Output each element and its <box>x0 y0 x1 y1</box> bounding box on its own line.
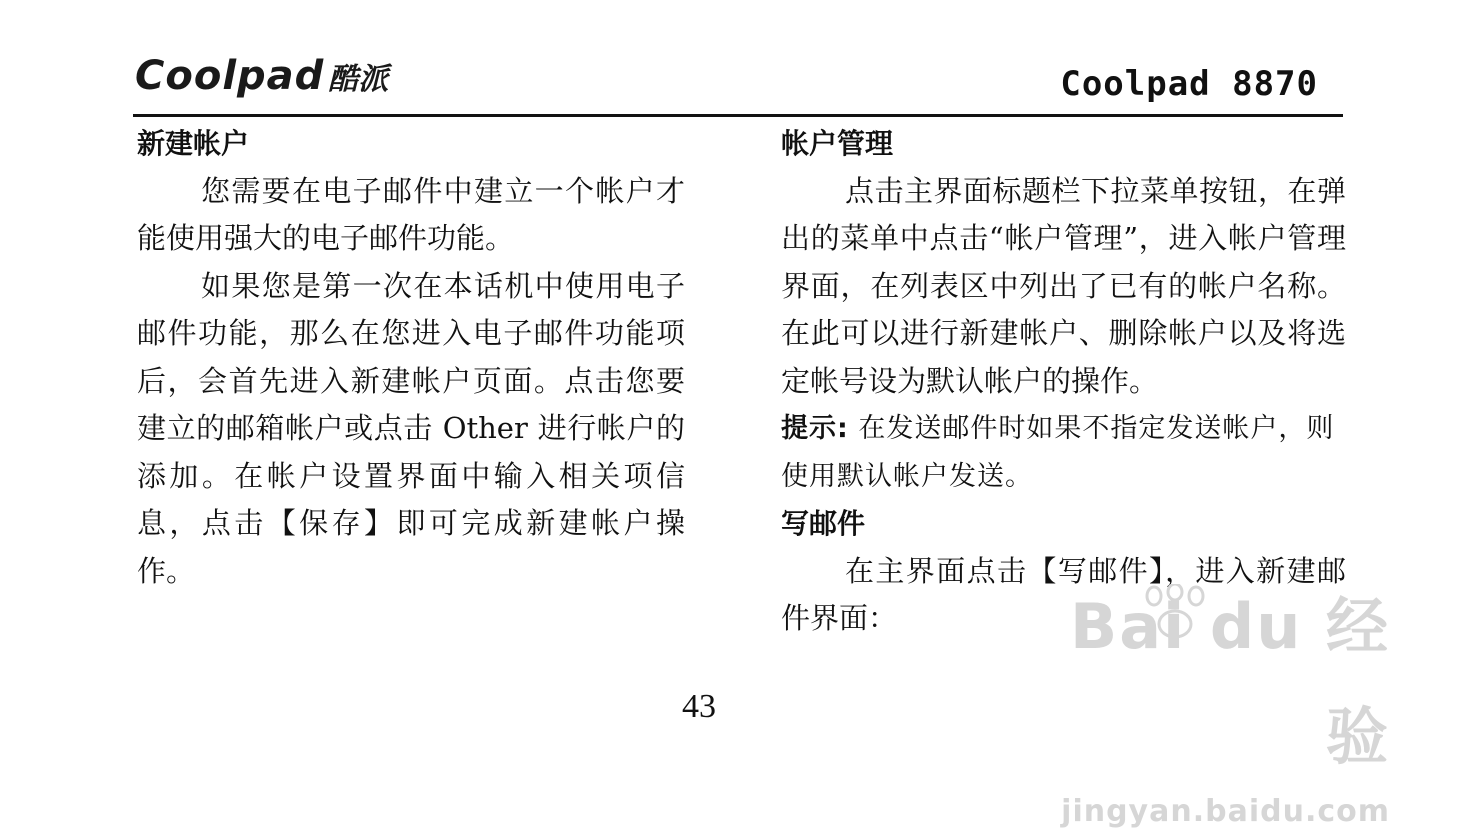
tip-text: 在发送邮件时如果不指定发送帐户，则使用默认帐户发送。 <box>781 413 1335 492</box>
brand-cn: 酷派 <box>328 62 389 97</box>
right-column <box>781 120 1346 643</box>
section-heading-new-account: 新建帐户 <box>137 127 250 160</box>
header-divider <box>133 114 1343 117</box>
coolpad-logo <box>135 50 388 106</box>
brand-en: Coolpad <box>135 53 325 99</box>
paragraph-compose: 在主界面点击【写邮件】，进入新建邮件界面： <box>781 553 1346 635</box>
paragraph-intro: 您需要在电子邮件中建立一个帐户才能使用强大的电子邮件功能。 <box>137 173 685 255</box>
model-name: Coolpad 8870 <box>1060 64 1318 104</box>
left-column <box>137 120 685 595</box>
page-number: 43 <box>682 688 716 725</box>
watermark-main-text: Bai du 经验 <box>1069 590 1390 773</box>
section-heading-compose: 写邮件 <box>781 507 866 540</box>
paragraph-account-management: 点击主界面标题栏下拉菜单按钮，在弹出的菜单中点击“帐户管理”，进入帐户管理界面，在列表区中列出了已有的帐户名称。在此可以进行新建帐户、删除帐户以及将选定帐号设为默认帐户的操作。 <box>781 173 1346 398</box>
paw-icon <box>1140 584 1210 640</box>
paragraph-first-use: 如果您是第一次在本话机中使用电子邮件功能，那么在您进入电子邮件功能项后，会首先进入新建帐户页面。点击您要建立的邮箱帐户或点击 Other 进行帐户的添加。在帐户设置界面中输入相关项信息，点击【保存】即可完成新建帐户操作。 <box>137 268 685 588</box>
baidu-watermark <box>1030 572 1390 829</box>
page-header <box>0 0 1474 118</box>
tip-label: 提示: <box>781 413 849 444</box>
watermark-url: jingyan.baidu.com <box>1061 794 1390 829</box>
tip-note <box>781 405 1346 500</box>
section-heading-account-management: 帐户管理 <box>781 127 894 160</box>
